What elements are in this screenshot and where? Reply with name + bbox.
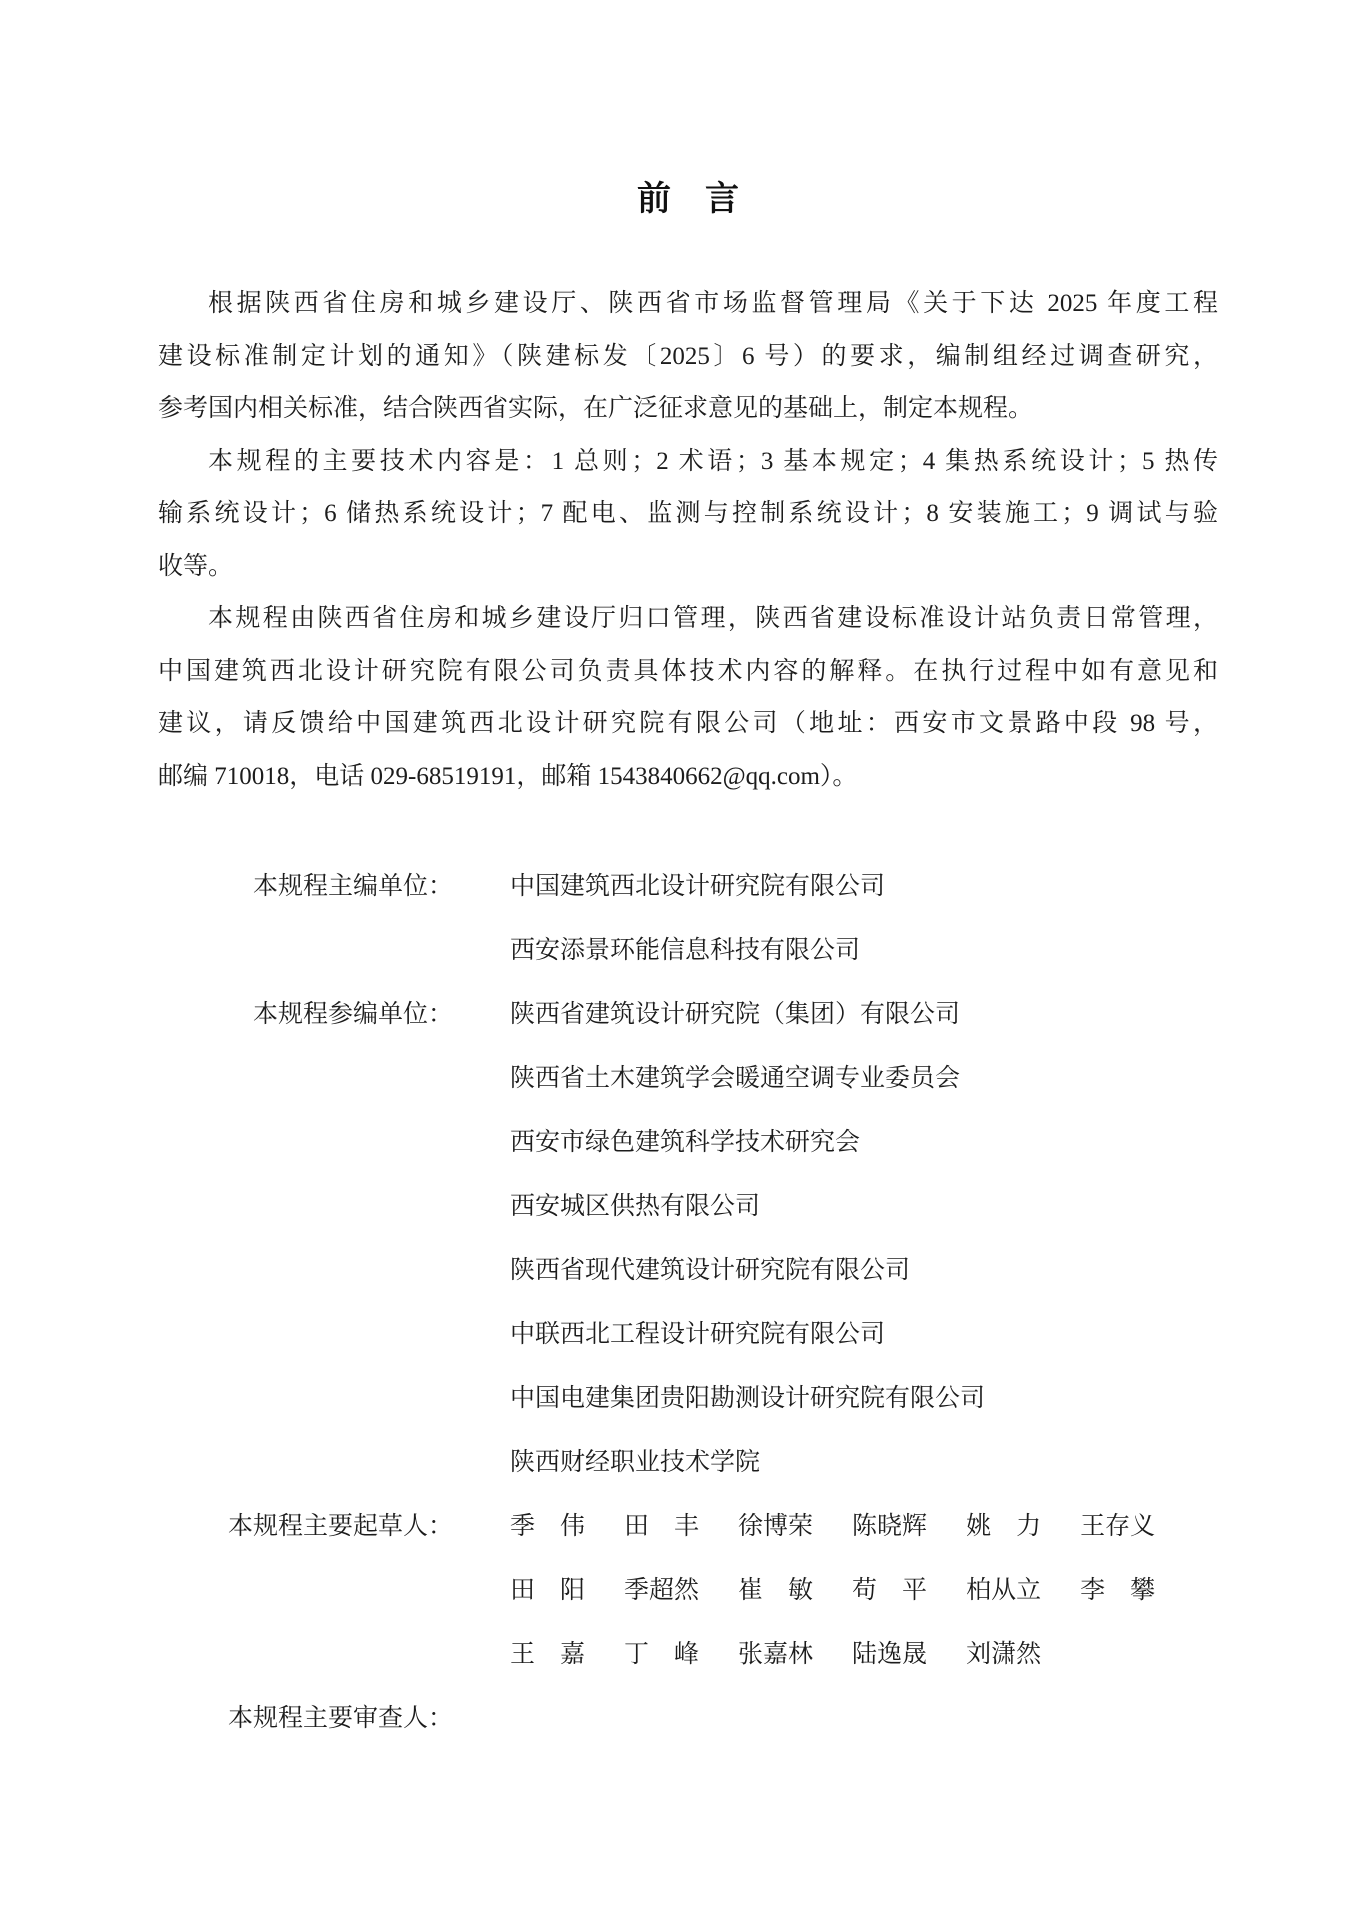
participating-unit: 中国电建集团贵阳勘测设计研究院有限公司 (510, 1385, 986, 1412)
participating-unit: 西安市绿色建筑科学技术研究会 (510, 1129, 861, 1156)
participating-unit: 中联西北工程设计研究院有限公司 (510, 1321, 886, 1348)
participating-unit: 陕西省土木建筑学会暖通空调专业委员会 (510, 1065, 961, 1092)
paragraph-line: 邮编 710018，电话 029-68519191，邮箱 1543840662@qq.com）。 (158, 762, 858, 790)
credit-row (158, 1111, 1218, 1175)
chief-editor-unit: 西安添景环能信息科技有限公司 (510, 937, 861, 964)
paragraph (158, 593, 1218, 803)
drafters-names-row (510, 1623, 1041, 1687)
drafter-name: 姚 力 (966, 1513, 1042, 1540)
chief-editor-unit: 中国建筑西北设计研究院有限公司 (510, 873, 886, 900)
drafter-name: 刘潇然 (966, 1641, 1042, 1668)
credit-row (158, 983, 1218, 1047)
credit-row (158, 1495, 1218, 1559)
drafter-name: 王存义 (1080, 1513, 1156, 1540)
drafter-name: 张嘉林 (738, 1641, 814, 1668)
credit-row (158, 1559, 1218, 1623)
credit-row (158, 919, 1218, 983)
paragraph-line: 输系统设计；6 储热系统设计；7 配电、监测与控制系统设计；8 安装施工；9 调试与验 (158, 500, 1218, 527)
reviewers-label: 本规程主要审查人： (227, 1705, 453, 1732)
paragraph-line: 本规程的主要技术内容是：1 总则；2 术语；3 基本规定；4 集热系统设计；5 热传 (208, 447, 1218, 475)
credit-row (158, 1367, 1218, 1431)
credits-section (158, 855, 1218, 1751)
drafter-name: 陈晓辉 (852, 1513, 928, 1540)
page-title: 前 言 (637, 180, 739, 218)
paragraph-line: 建议，请反馈给中国建筑西北设计研究院有限公司（地址：西安市文景路中段 98 号， (158, 710, 1218, 737)
drafter-name: 徐博荣 (738, 1513, 814, 1540)
paragraph (158, 436, 1218, 594)
credit-row (158, 1431, 1218, 1495)
drafters-names-row (510, 1495, 1155, 1559)
credit-row (158, 1303, 1218, 1367)
credit-row (158, 1687, 1218, 1751)
drafter-name: 丁 峰 (624, 1641, 700, 1668)
drafter-name: 陆逸晟 (852, 1641, 928, 1668)
paragraph-line: 根据陕西省住房和城乡建设厅、陕西省市场监督管理局《关于下达 2025 年度工程 (208, 290, 1218, 317)
drafter-name: 柏从立 (966, 1577, 1042, 1604)
credit-row (158, 1175, 1218, 1239)
paragraph-line: 收等。 (158, 552, 234, 580)
credit-row (158, 1047, 1218, 1111)
participating-units-label: 本规程参编单位： (252, 1001, 453, 1028)
participating-unit: 西安城区供热有限公司 (510, 1193, 761, 1220)
participating-unit: 陕西财经职业技术学院 (510, 1449, 761, 1476)
participating-unit: 陕西省现代建筑设计研究院有限公司 (510, 1257, 911, 1284)
drafter-name: 崔 敏 (738, 1577, 814, 1604)
drafter-name: 田 丰 (624, 1513, 700, 1540)
paragraph-line: 建设标准制定计划的通知》（陕建标发〔2025〕6 号）的要求，编制组经过调查研究， (158, 342, 1218, 370)
credit-row (158, 1239, 1218, 1303)
drafter-name: 季 伟 (510, 1513, 586, 1540)
drafters-names-row (510, 1559, 1155, 1623)
drafter-name: 王 嘉 (510, 1641, 586, 1668)
paragraph (158, 278, 1218, 436)
credit-row (158, 855, 1218, 919)
drafter-name: 田 阳 (510, 1577, 586, 1604)
paragraph-line: 中国建筑西北设计研究院有限公司负责具体技术内容的解释。在执行过程中如有意见和 (158, 657, 1218, 685)
participating-unit: 陕西省建筑设计研究院（集团）有限公司 (510, 1001, 961, 1028)
preface-body (158, 278, 1218, 803)
credit-row (158, 1623, 1218, 1687)
paragraph-line: 参考国内相关标准，结合陕西省实际，在广泛征求意见的基础上，制定本规程。 (158, 395, 1034, 422)
paragraph-line: 本规程由陕西省住房和城乡建设厅归口管理，陕西省建设标准设计站负责日常管理， (208, 605, 1218, 632)
drafter-name: 苟 平 (852, 1577, 928, 1604)
drafter-name: 季超然 (624, 1577, 700, 1604)
chief-editor-units-label: 本规程主编单位： (252, 873, 453, 900)
drafter-name: 李 攀 (1080, 1577, 1156, 1604)
drafters-label: 本规程主要起草人： (227, 1513, 453, 1540)
